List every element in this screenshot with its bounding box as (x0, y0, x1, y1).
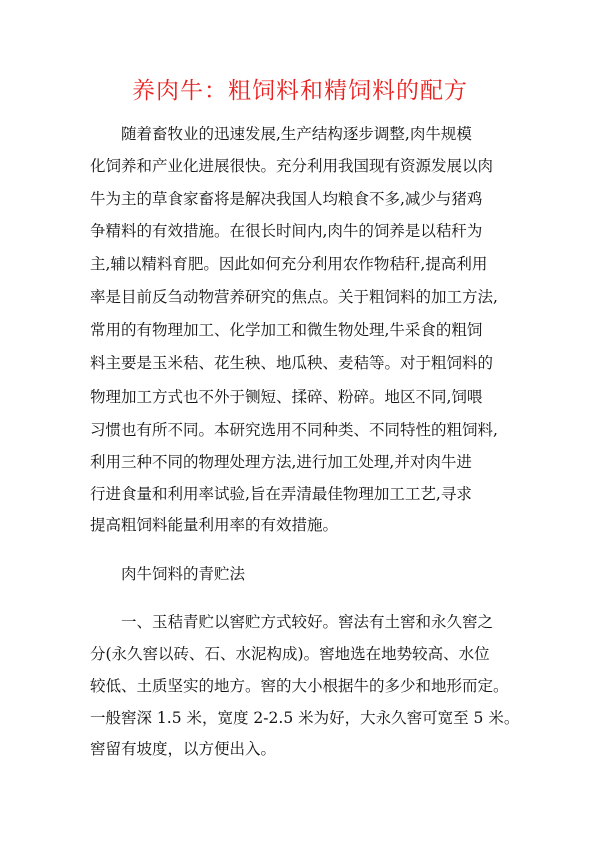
paragraph-line: 率是目前反刍动物营养研究的焦点。关于粗饲料的加工方法, (90, 288, 498, 306)
paragraph-line: 争精料的有效措施。在很长时间内,肉牛的饲养是以秸秆为 (90, 222, 483, 240)
paragraph-line: 分(永久窖以砖、石、水泥构成)。窖地选在地势较高、水位 (90, 645, 490, 663)
paragraph-line: 随着畜牧业的迅速发展,生产结构逐步调整,肉牛规模 (121, 125, 472, 143)
paragraph-line: 一、玉秸青贮以窖贮方式较好。窖法有土窖和永久窖之 (121, 613, 494, 631)
paragraph-line: 料主要是玉米秸、花生秧、地瓜秧、麦秸等。对于粗饲料的 (90, 354, 494, 372)
paragraph-line: 一般窖深 1.5 米，宽度 2-2.5 米为好，大永久窖可宽至 5 米。 (90, 709, 520, 727)
document-title: 养肉牛：粗饲料和精饲料的配方 (132, 78, 468, 104)
paragraph-line: 物理加工方式也不外于铡短、揉碎、粉碎。地区不同,饲喂 (90, 388, 483, 406)
paragraph-line: 较低、土质坚实的地方。窖的大小根据牛的多少和地形而定。 (90, 677, 509, 695)
paragraph-line: 常用的有物理加工、化学加工和微生物处理,牛采食的粗饲 (90, 321, 483, 339)
paragraph-line: 牛为主的草食家畜将是解决我国人均粮食不多,减少与猪鸡 (90, 190, 483, 208)
paragraph-line: 提高粗饲料能量利用率的有效措施。 (90, 516, 339, 534)
paragraph-line: 利用三种不同的物理处理方法,进行加工处理,并对肉牛进 (90, 453, 472, 471)
paragraph-line: 行进食量和利用率试验,旨在弄清最佳物理加工工艺,寻求 (90, 485, 472, 503)
paragraph-line: 习惯也有所不同。本研究选用不同种类、不同特性的粗饲料, (90, 421, 498, 439)
section-heading: 肉牛饲料的青贮法 (121, 565, 246, 583)
paragraph-line: 化饲养和产业化进展很快。充分利用我国现有资源发展以肉 (90, 157, 494, 175)
paragraph-line: 窖留有坡度，以方便出入。 (90, 740, 277, 758)
paragraph-line: 主,辅以精料育肥。因此如何充分利用农作物秸秆,提高利用 (90, 255, 488, 273)
